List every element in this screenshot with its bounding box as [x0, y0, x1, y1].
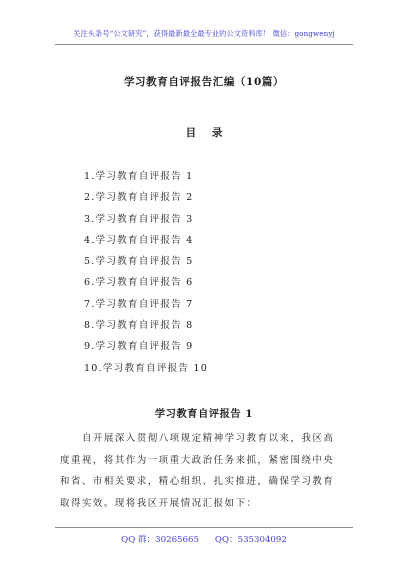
header-divider	[55, 44, 353, 45]
qq-group-text: QQ 群：30265665	[121, 535, 199, 545]
table-of-contents	[84, 166, 208, 379]
paragraph-line: 取得实效。现将我区开展情况汇报如下：	[60, 497, 258, 509]
toc-heading: 目 录	[185, 127, 229, 139]
toc-item[interactable]: 2.学习教育自评报告 2	[84, 192, 194, 204]
header-banner: 关注头条号“公文研究”，获得最新最全最专业的公文资料库！ 微信：gongwenyj	[73, 29, 335, 38]
paragraph-line: 和省、市相关要求，精心组织、扎实推进，确保学习教育	[60, 476, 335, 487]
document-title: 学习教育自评报告汇编（10篇）	[123, 76, 285, 88]
toc-item[interactable]: 8.学习教育自评报告 8	[84, 320, 194, 332]
toc-item[interactable]: 9.学习教育自评报告 9	[84, 341, 194, 353]
footer-contact	[0, 533, 408, 545]
paragraph-line: 自开展深入贯彻八项规定精神学习教育以来，我区高	[82, 433, 335, 444]
paragraph-line: 度重视，将其作为一项重大政治任务来抓，紧密围绕中央	[60, 454, 335, 466]
qq-text: QQ：535304092	[214, 535, 287, 545]
body-paragraph	[60, 428, 360, 514]
footer-divider	[55, 527, 353, 528]
toc-item[interactable]: 5.学习教育自评报告 5	[84, 256, 194, 268]
toc-item[interactable]: 10.学习教育自评报告 10	[84, 362, 209, 374]
toc-item[interactable]: 7.学习教育自评报告 7	[84, 298, 194, 310]
toc-item[interactable]: 6.学习教育自评报告 6	[84, 277, 194, 289]
section-title: 学习教育自评报告 1	[154, 408, 254, 420]
toc-item[interactable]: 1.学习教育自评报告 1	[84, 171, 194, 182]
toc-item[interactable]: 3.学习教育自评报告 3	[84, 213, 194, 225]
toc-item[interactable]: 4.学习教育自评报告 4	[84, 234, 194, 246]
